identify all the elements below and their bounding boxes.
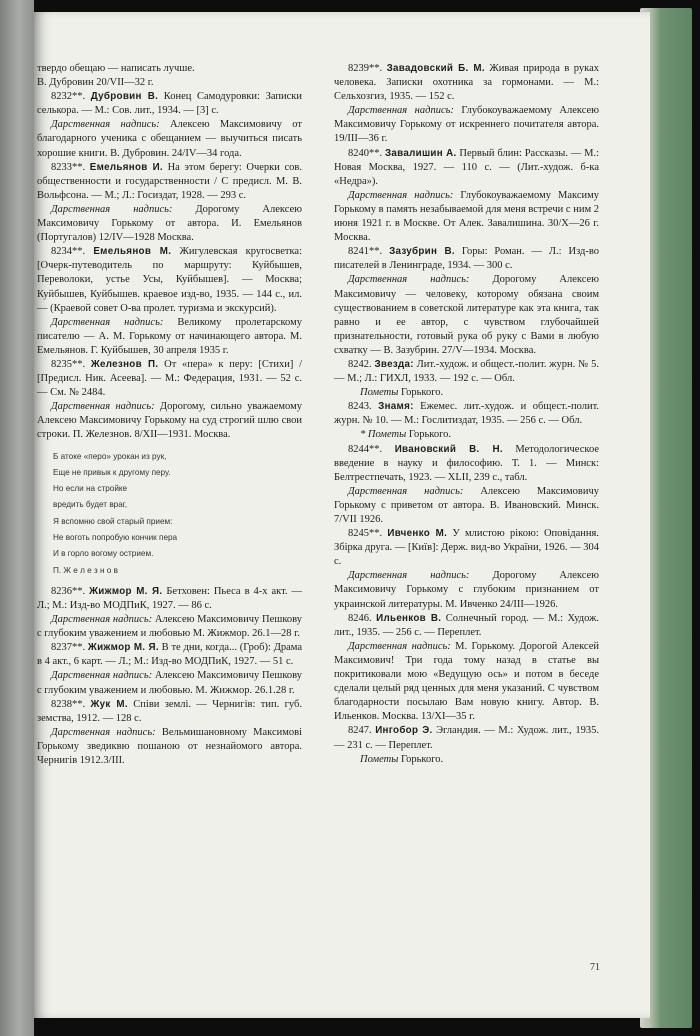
entry-author: Завалишин А.	[384, 147, 457, 159]
entry-text: Жигулевская кругосветка: [Очерк-путеводитель по маршруту: Куйбышев, Переволоки, устье Усы, Куйбышев]. — Москва; Куйбышев, Куйбышев. краевое изд-во, 1935. — 144 с., ил. — (Краевой совет О-ва пролет. туризма и экскурсий).	[37, 246, 302, 314]
entry-text: У млистою рікою: Оповідання. Збірка друга. — [Київ]: Держ. вид-во України, 1926. — 304 с.	[334, 528, 600, 568]
entry-text: Великому пролетарскому писателю — А. М. Горькому от начинающего автора. М. Емельянов. Г. Куйбышев, 30 апреля 1935 г.	[37, 316, 302, 356]
poem-line: Но если на стройке	[53, 484, 128, 494]
entry-text: Эгландия. — М.: Худож. лит., 1935. — 231 с. — Переплет.	[334, 725, 600, 751]
entry-author: Емельянов М.	[93, 246, 172, 258]
catalog-paragraph	[37, 585, 302, 613]
entry-text: твердо обещаю — написать лучше.	[37, 63, 195, 74]
entry-number: 8239**.	[348, 63, 383, 74]
catalog-paragraph	[334, 245, 599, 273]
inscription-label: * Пометы	[360, 429, 407, 441]
entry-text: Алексею Максимовичу Горькому с приветом от автора. В. Ивановский. Минск. 7/VII 1926.	[334, 485, 599, 525]
entry-text: Методологическое введение в науку и философию. Т. 1. — Минск: Белтрестпечать, 1923. — XLII, 239 с., табл.	[334, 443, 599, 483]
left-entries-continued	[37, 585, 302, 768]
entry-text: Горького.	[398, 753, 444, 765]
catalog-paragraph	[334, 485, 599, 527]
poem-line: И в горло вогому острием.	[53, 549, 154, 559]
catalog-paragraph	[334, 104, 599, 146]
catalog-paragraph	[37, 641, 302, 669]
entry-author: Ингобор Э.	[375, 725, 433, 737]
inscription-label: Дарственная надпись:	[348, 105, 454, 117]
entry-text: Співи землі. — Чернигів: тип. губ. земства, 1912. — 128 с.	[37, 698, 302, 724]
entry-text: М. Горькому. Дорогой Алексей Максимович! Три года тому назад в статье вы покритиковали мою «Ведущую ось» и потом в беседе сделали целый ряд ценных для меня указаний. С чувством благодарности посылаю Вам новую книгу. Автор. В. Ильенков. Москва. 13/XI—35 г.	[334, 640, 599, 723]
entry-text: Горького.	[406, 429, 452, 441]
entry-number: 8235**.	[51, 358, 86, 370]
catalog-paragraph	[334, 400, 599, 428]
inscription-label: Дарственная надпись:	[348, 274, 470, 286]
catalog-paragraph	[37, 669, 302, 697]
inscription-label: Дарственная надпись:	[51, 726, 156, 738]
entry-text: Глубокоуважаемому Максиму Горькому в память незабываемой для меня встречи с ним 2 июня 1921 г. в Москве. От Алек. Завалишина. 30/X—26 г. Москва.	[334, 189, 599, 244]
catalog-paragraph	[334, 428, 599, 442]
poem-line: Не воготь попробую кончик пера	[53, 533, 178, 543]
catalog-paragraph	[37, 613, 302, 641]
entry-text: Алексею Максимовичу Пешкову с глубоким уважением и любовью М. Жижмор. 26.1—28 г.	[37, 614, 302, 640]
entry-text: В те дни, когда... (Гроб): Драма в 4 акт., 6 карт. — Л.; М.: Изд-во МОДПиК, 1927. — 51 с.	[37, 642, 303, 668]
poem-line: Я вспомню свой старый прием:	[53, 516, 173, 526]
entry-number: 8243.	[348, 401, 372, 413]
previous-page-edge	[0, 0, 34, 1036]
catalog-paragraph	[37, 118, 302, 160]
inscription-label: Дарственная надпись:	[51, 203, 173, 215]
entry-author: Железнов П.	[90, 358, 159, 370]
entry-number: 8238**.	[51, 698, 86, 710]
catalog-paragraph	[334, 273, 599, 358]
poem-line: Еще не привык к другому перу.	[53, 467, 171, 477]
entry-number: 8247.	[348, 725, 372, 737]
entry-number: 8245**.	[348, 528, 383, 540]
entry-text: В. Дубровин 20/VII—32 г.	[37, 77, 154, 89]
entry-text: Дорогому Алексею Максимовичу Горькому с глубоким признанием от украинской литературы. М. Ивченко 24/III—1926.	[334, 570, 599, 610]
catalog-paragraph	[37, 358, 302, 400]
right-column	[334, 62, 599, 767]
entry-number: 8236**.	[51, 585, 86, 597]
poem-line: вредить будет враг,	[53, 500, 128, 510]
inscription-label: Пометы	[360, 753, 399, 765]
entry-text: Вельмишановному Максимові Горькому зведиквю пошаною от незнайомого автора. Чернигів 1912.3/III.	[37, 726, 302, 767]
inscription-label: Дарственная надпись:	[51, 401, 155, 413]
entry-text: Горького.	[398, 387, 444, 399]
catalog-paragraph	[37, 161, 302, 203]
entry-text: Лит.-худож. и общест.-полит. журн. № 5. — М.; Л.: ГИХЛ, 1933. — 192 с. — Обл.	[334, 358, 600, 385]
entry-author: Жук М.	[90, 698, 128, 710]
catalog-paragraph	[334, 640, 599, 725]
catalog-paragraph	[37, 245, 302, 315]
catalog-paragraph	[334, 147, 599, 189]
entry-author: Жижмор М. Я.	[87, 642, 159, 654]
entry-text: На этом берегу: Очерки сов. общественности и государственности / С предисл. М. В. Вольфсона. — М.; Л.: Госиздат, 1928. — 293 с.	[37, 161, 303, 201]
poem-block	[53, 449, 302, 579]
inscription-label: Дарственная надпись:	[51, 614, 153, 626]
entry-text: Ежемес. лит.-худож. и общест.-полит. журн. № 10. — М.: Гослитиздат, 1935. — 256 с. — Обл.	[334, 401, 599, 427]
entry-number: 8240**.	[348, 147, 383, 159]
entry-number: 8232**.	[51, 91, 86, 103]
entry-author: Зазубрин В.	[389, 246, 455, 258]
catalog-paragraph	[37, 316, 302, 358]
entry-text: Дорогому, сильно уважаемому Алексею Максимовичу Горькому на суд строгий шлю свои строки. П. Железнов. 8/XII—1931. Москва.	[37, 401, 302, 441]
entry-text: Дорогому Алексею Максимовичу Горькому от автора. И. Емельянов (Португалов) 12/IV—1928 Москва.	[37, 203, 302, 244]
entry-text: Алексею Максимовичу от благодарного ученика с обещанием — выучиться писать хорошие книги. В. Дубровин. 24/IV—34 года.	[37, 119, 302, 159]
inscription-label: Пометы	[360, 387, 399, 399]
entry-author: Емельянов И.	[89, 161, 163, 173]
entry-author: Завадовский Б. М.	[386, 63, 485, 74]
left-column	[37, 62, 302, 768]
entry-author: Дубровин В.	[90, 91, 159, 103]
catalog-paragraph	[37, 90, 302, 118]
entry-author: Ивченко М.	[387, 528, 448, 540]
entry-text: От «пера» к перу: [Стихи] / [Предисл. Ник. Асеева]. — М.: Федерация, 1931. — 52 с. — См. № 2484.	[37, 358, 302, 399]
catalog-paragraph	[37, 726, 302, 768]
inscription-label: Дарственная надпись:	[51, 316, 164, 328]
inscription-label: Дарственная надпись:	[51, 670, 153, 682]
inscription-label: Дарственная надпись:	[348, 570, 470, 582]
entry-text: Первый блин: Рассказы. — М.: Новая Москва, 1927. — 110 с. — (Лит.-худож. б-ка «Недра»).	[334, 147, 600, 187]
entry-author: Звезда:	[374, 358, 414, 370]
entry-author: Знамя:	[378, 401, 414, 413]
entry-number: 8246.	[348, 612, 372, 624]
poem-line: П. Ж е л е з н о в	[53, 565, 118, 575]
entry-text: Бетховен: Пьеса в 4-х акт. — Л.; М.: Изд-во МОДПиК, 1927. — 86 с.	[37, 585, 303, 611]
inscription-label: Дарственная надпись:	[348, 640, 451, 652]
catalog-paragraph	[334, 386, 599, 400]
entry-text: Конец Самодуровки: Записки селькора. — М.: Сов. лит., 1934. — [3] с.	[37, 91, 302, 117]
entry-author: Ивановский В. Н.	[394, 443, 503, 455]
catalog-paragraph	[334, 62, 599, 104]
catalog-paragraph	[37, 400, 302, 442]
catalog-paragraph	[334, 753, 599, 767]
entry-text: Алексею Максимовичу Пешкову с глубоким уважением и любовью. М. Жижмор. 26.1.28 г.	[37, 670, 302, 696]
book-page	[34, 12, 650, 1018]
catalog-paragraph	[334, 443, 599, 485]
entry-author: Ильенков В.	[376, 612, 442, 624]
inscription-label: Дарственная надпись:	[348, 189, 454, 201]
catalog-paragraph	[334, 569, 599, 611]
entry-number: 8242.	[348, 358, 372, 370]
entry-author: Жижмор М. Я.	[89, 585, 163, 597]
catalog-paragraph	[37, 62, 302, 76]
entry-number: 8237**.	[51, 642, 86, 654]
catalog-paragraph	[37, 203, 302, 245]
left-entries	[37, 62, 302, 443]
catalog-paragraph	[334, 189, 599, 245]
catalog-paragraph	[37, 76, 302, 90]
entry-text: Глубокоуважаемому Алексею Максимовичу Горькому от искреннего почитателя автора. 19/III—36 г.	[334, 105, 600, 145]
page-number: 71	[590, 962, 600, 973]
catalog-paragraph	[334, 612, 599, 640]
entry-text: Живая природа в руках человека. Записки охотника за гормонами. — М.: Сельхозгиз, 1935. — 152 с.	[334, 63, 600, 103]
entry-number: 8234**.	[51, 246, 86, 258]
catalog-paragraph	[334, 724, 599, 752]
entry-text: Горы: Роман. — Л.: Изд-во писателей в Ленинграде, 1934. — 300 с.	[334, 246, 600, 272]
right-entries	[334, 62, 599, 767]
entry-text: Дорогому Алексею Максимовичу — человеку, которому обязана своим существованием в советской литературе как эта книга, так равно и ее автор, с чувством глубочайшей признательности, готовый рука об руку с Вами в любую схватку — В. Зазубрин. 27/V—1934. Москва.	[334, 274, 599, 356]
catalog-paragraph	[334, 527, 599, 569]
catalog-paragraph	[334, 358, 599, 386]
entry-text: Солнечный город. — М.: Худож. лит., 1935. — 256 с. — Переплет.	[334, 612, 599, 638]
entry-number: 8233**.	[51, 161, 86, 173]
catalog-paragraph	[37, 698, 302, 726]
entry-number: 8241**.	[348, 246, 383, 258]
entry-number: 8244**.	[348, 443, 383, 455]
inscription-label: Дарственная надпись:	[51, 119, 160, 131]
poem-line: Б атоке «перо» урокан из рук,	[53, 451, 167, 461]
inscription-label: Дарственная надпись:	[348, 485, 464, 497]
